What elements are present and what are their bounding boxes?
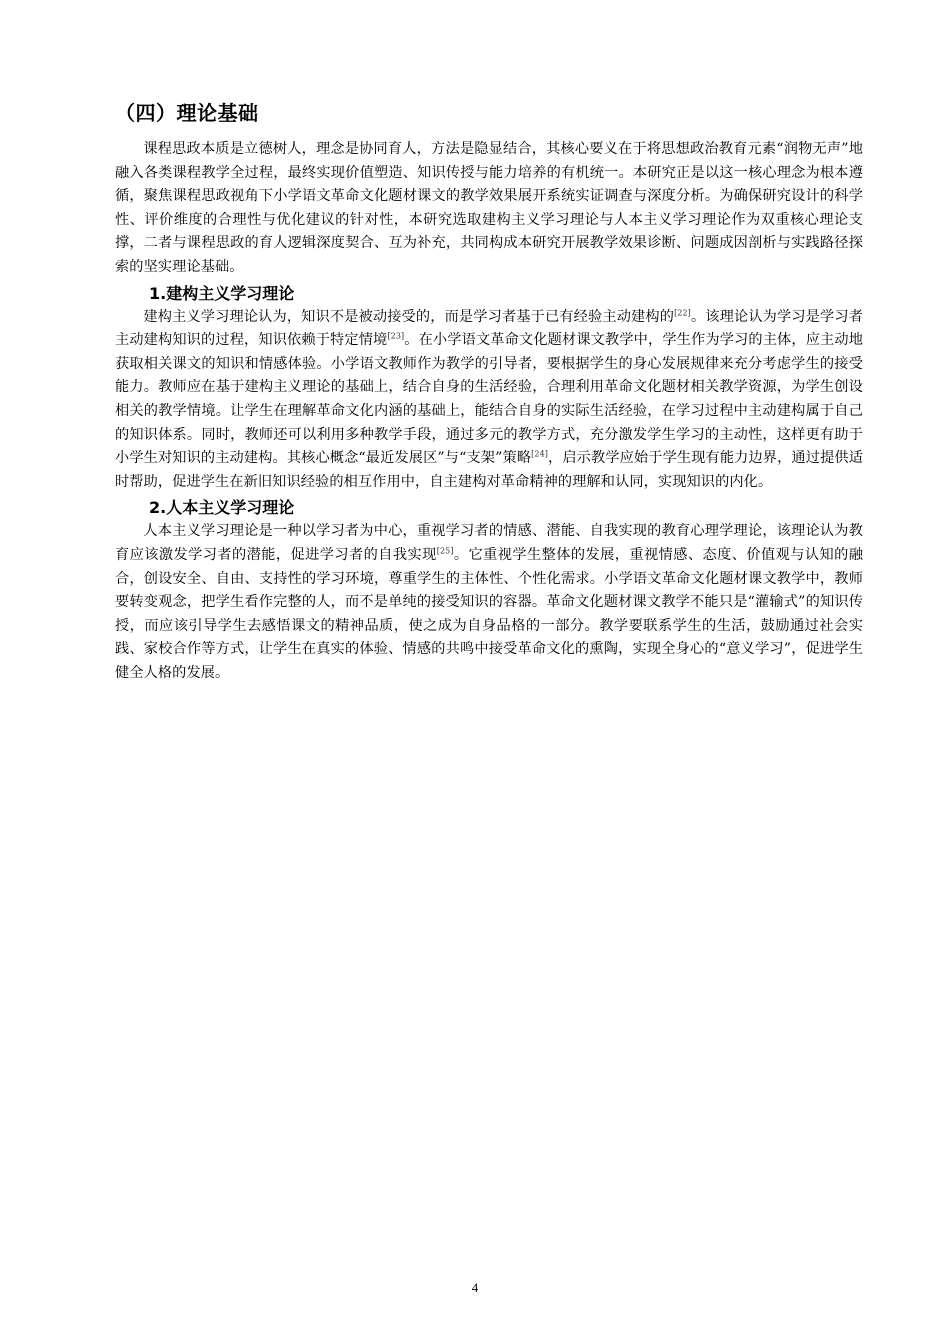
humanism-text-2: 。它重视学生整体的发展，重视情感、态度、价值观与认知的融合，创设安全、自由、支持性的学习环境，尊重学生的主体性、个性化需求。小学语文革命文化题材课文教学中，教师要转变观念，把学生看作完整的人，而不是单纯的接受知识的容器。革命文化题材课文教学不能只是“灌输式”的知识传授，而应该引导学生去感悟课文的精神品质，使之成为自身品格的一部分。教学要联系学生的生活，鼓励通过社会实践、家校合作等方式，让学生在真实的体验、情感的共鸣中接受革命文化的熏陶，实现全身心的“意义学习”，促进学生健全人格的发展。 bbox=[115, 546, 863, 681]
page-number: 4 bbox=[471, 1280, 479, 1295]
humanism-paragraph bbox=[115, 520, 863, 685]
citation-22: [22] bbox=[674, 307, 691, 317]
constructivism-heading: 1.建构主义学习理论 bbox=[149, 283, 295, 303]
humanism-text-1: 人本主义学习理论是一种以学习者为中心，重视学习者的情感、潜能、自我实现的教育心理学理论，该理论认为教育应该激发学习者的潜能，促进学习者的自我实现 bbox=[115, 523, 863, 563]
constructivism-text-4: ，启示教学应始于学生现有能力边界，通过提供适时帮助，促进学生在新旧知识经验的相互作用中，自主建构对革命精神的理解和认同，实现知识的内化。 bbox=[115, 450, 863, 490]
section-heading: （四）理论基础 bbox=[115, 101, 259, 125]
humanism-heading: 2.人本主义学习理论 bbox=[149, 498, 295, 518]
constructivism-paragraph bbox=[115, 306, 863, 495]
document-body bbox=[115, 98, 863, 685]
intro-paragraph: 课程思政本质是立德树人，理念是协同育人，方法是隐显结合，其核心要义在于将思想政治教育元素“润物无声”地融入各类课程教学全过程，最终实现价值塑造、知识传授与能力培养的有机统一。本研究正是以这一核心理念为根本遵循，聚焦课程思政视角下小学语文革命文化题材课文的教学效果展开系统实证调查与深度分析。为确保研究设计的科学性、评价维度的合理性与优化建议的针对性，本研究选取建构主义学习理论与人本主义学习理论作为双重核心理论支撑，二者与课程思政的育人逻辑深度契合、互为补充，共同构成本研究开展教学效果诊断、问题成因剖析与实践路径探索的坚实理论基础。 bbox=[115, 141, 863, 275]
constructivism-text-3: 。在小学语文革命文化题材课文教学中，学生作为学习的主体，应主动地获取相关课文的知识和情感体验。小学语文教师作为教学的引导者，要根据学生的身心发展规律来充分考虑学生的接受能力。教师应在基于建构主义理论的基础上，结合自身的生活经验，合理利用革命文化题材相关教学资源，为学生创设相关的教学情境。让学生在理解革命文化内涵的基础上，能结合自身的实际生活经验，在学习过程中主动建构属于自己的知识体系。同时，教师还可以利用多种教学手段，通过多元的教学方式，充分激发学生学习的主动性，这样更有助于小学生对知识的主动建构。其核心概念“最近发展区”与“支架”策略 bbox=[115, 332, 864, 467]
citation-24: [24] bbox=[531, 449, 548, 459]
constructivism-text-2: 。该理论认为学习是学习者主动建构知识的过程，知识依赖于特定情境 bbox=[115, 308, 863, 349]
constructivism-text-1: 建构主义学习理论认为，知识不是被动接受的，而是学习者基于已有经验主动建构的 bbox=[143, 308, 675, 325]
citation-25: [25] bbox=[436, 546, 454, 556]
citation-23: [23] bbox=[387, 331, 405, 341]
